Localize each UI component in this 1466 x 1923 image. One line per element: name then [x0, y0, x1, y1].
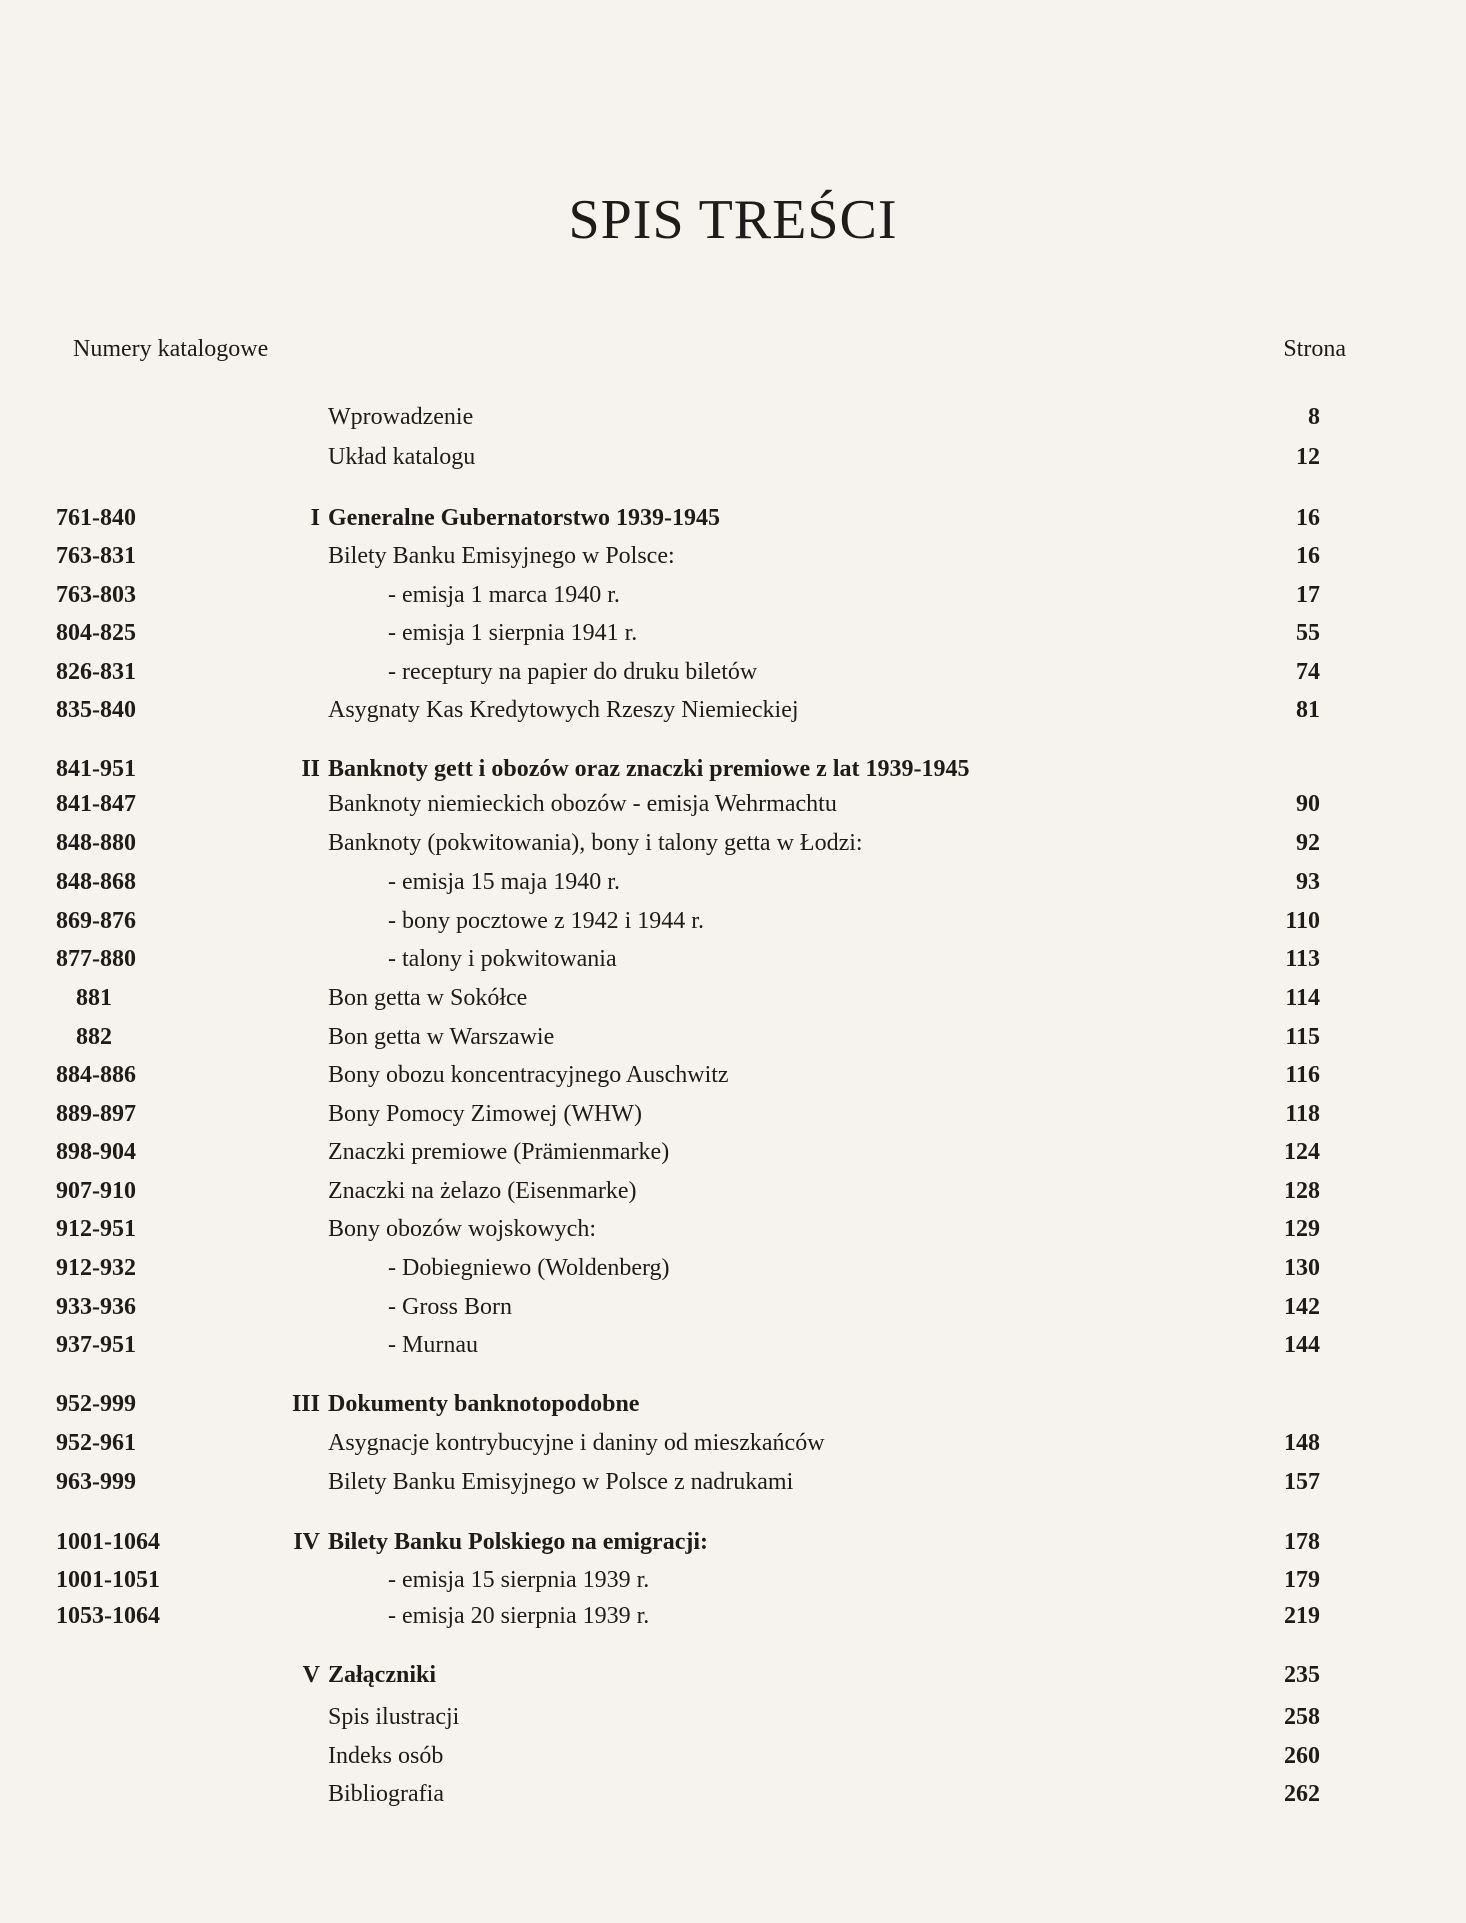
page-number: 235: [1284, 1662, 1320, 1688]
entry-title: - emisja 1 sierpnia 1941 r.: [388, 620, 638, 646]
entry-title: - Gross Born: [388, 1294, 512, 1320]
page-number: 178: [1284, 1529, 1320, 1555]
catalog-number: 761-840: [56, 505, 136, 531]
entry-title: - bony pocztowe z 1942 i 1944 r.: [388, 908, 704, 934]
catalog-number: 804-825: [56, 620, 136, 646]
page-number: 16: [1296, 505, 1320, 531]
entry-title: - talony i pokwitowania: [388, 946, 617, 972]
toc-entry: [0, 1739, 1466, 1773]
entry-title: Bon getta w Sokółce: [328, 985, 528, 1011]
page-number: 262: [1284, 1781, 1320, 1807]
entry-title: Wprowadzenie: [328, 404, 474, 430]
section-numeral: II: [301, 756, 320, 782]
entry-title: Dokumenty banknotopodobne: [328, 1391, 640, 1417]
toc-entry: [0, 539, 1466, 573]
page-number: 12: [1296, 444, 1320, 470]
toc-entry: [0, 1700, 1466, 1734]
toc-entry: [0, 1135, 1466, 1169]
toc-entry: [0, 1599, 1466, 1633]
entry-title: Bibliografia: [328, 1781, 444, 1807]
catalog-number: 912-951: [56, 1216, 136, 1242]
catalog-number: 933-936: [56, 1294, 136, 1320]
entry-title: Znaczki premiowe (Prämienmarke): [328, 1139, 670, 1165]
toc-entry: [0, 1290, 1466, 1324]
entry-title: Spis ilustracji: [328, 1704, 460, 1730]
page-number: 258: [1284, 1704, 1320, 1730]
page-number: 90: [1296, 791, 1320, 817]
entry-title: Bony obozów wojskowych:: [328, 1216, 596, 1242]
catalog-number: 907-910: [56, 1178, 136, 1204]
catalog-number: 1053-1064: [56, 1603, 160, 1629]
catalog-number: 1001-1051: [56, 1567, 160, 1593]
entry-title: Bon getta w Warszawie: [328, 1024, 555, 1050]
toc-entry: [0, 1174, 1466, 1208]
page-number: 148: [1284, 1430, 1320, 1456]
page-number: 144: [1284, 1332, 1320, 1358]
entry-title: Asygnacje kontrybucyjne i daniny od mieszkańców: [328, 1430, 825, 1456]
page-title: SPIS TREŚCI: [568, 188, 898, 251]
page-number: 129: [1284, 1216, 1320, 1242]
toc-entry: [0, 501, 1466, 535]
toc-entry: [0, 1465, 1466, 1499]
toc-entry: [0, 1658, 1466, 1692]
page-number: 260: [1284, 1743, 1320, 1769]
catalog-number: 763-831: [56, 543, 136, 569]
toc-entry: [0, 655, 1466, 689]
page-number: 92: [1296, 830, 1320, 856]
page-number: 114: [1285, 985, 1320, 1011]
page-number: 157: [1284, 1469, 1320, 1495]
page-number: 116: [1285, 1062, 1320, 1088]
entry-title: Generalne Gubernatorstwo 1939-1945: [328, 505, 720, 531]
catalog-number: 848-880: [56, 830, 136, 856]
section-numeral: V: [302, 1662, 320, 1688]
catalog-numbers-header: Numery katalogowe: [73, 336, 269, 362]
page-number: 118: [1285, 1101, 1320, 1127]
page-number: 142: [1284, 1294, 1320, 1320]
toc-entry: [0, 1563, 1466, 1597]
entry-title: Banknoty niemieckich obozów - emisja Wehrmachtu: [328, 791, 837, 817]
section-numeral: III: [291, 1391, 320, 1417]
toc-entry: [0, 1058, 1466, 1092]
page-number: 115: [1285, 1024, 1320, 1050]
toc-entry: [0, 752, 1466, 786]
catalog-number: 1001-1064: [56, 1529, 160, 1555]
toc-entry: [0, 1387, 1466, 1421]
entry-title: Bilety Banku Emisyjnego w Polsce:: [328, 543, 675, 569]
entry-title: Układ katalogu: [328, 444, 476, 470]
toc-entry: [0, 1097, 1466, 1131]
page-number: 81: [1296, 697, 1320, 723]
toc-entry: [0, 440, 1466, 474]
entry-title: Bilety Banku Emisyjnego w Polsce z nadrukami: [328, 1469, 794, 1495]
entry-title: - receptury na papier do druku biletów: [388, 659, 758, 685]
toc-entry: [0, 981, 1466, 1015]
page-number: 17: [1296, 582, 1320, 608]
catalog-number: 841-951: [56, 756, 136, 782]
entry-title: - emisja 20 sierpnia 1939 r.: [388, 1603, 650, 1629]
entry-title: Asygnaty Kas Kredytowych Rzeszy Niemieckiej: [328, 697, 799, 723]
page-number: 113: [1285, 946, 1320, 972]
toc-entry: [0, 1426, 1466, 1460]
entry-title: - emisja 1 marca 1940 r.: [388, 582, 620, 608]
page-number: 74: [1296, 659, 1320, 685]
toc-entry: [0, 1777, 1466, 1811]
catalog-number: 763-803: [56, 582, 136, 608]
page-number: 130: [1284, 1255, 1320, 1281]
catalog-number: 841-847: [56, 791, 136, 817]
catalog-number: 877-880: [56, 946, 136, 972]
page-number: 124: [1284, 1139, 1320, 1165]
catalog-number: 952-999: [56, 1391, 136, 1417]
entry-title: Bilety Banku Polskiego na emigracji:: [328, 1529, 708, 1555]
toc-entry: [0, 826, 1466, 860]
entry-title: - Murnau: [388, 1332, 478, 1358]
toc-entry: [0, 904, 1466, 938]
toc-entry: [0, 865, 1466, 899]
entry-title: - emisja 15 maja 1940 r.: [388, 869, 620, 895]
entry-title: - emisja 15 sierpnia 1939 r.: [388, 1567, 650, 1593]
catalog-number: 937-951: [56, 1332, 136, 1358]
catalog-number: 952-961: [56, 1430, 136, 1456]
catalog-number: 881: [76, 985, 112, 1011]
toc-entry: [0, 1020, 1466, 1054]
page-number: 55: [1296, 620, 1320, 646]
entry-title: - Dobiegniewo (Woldenberg): [388, 1255, 670, 1281]
catalog-number: 882: [76, 1024, 112, 1050]
catalog-number: 884-886: [56, 1062, 136, 1088]
entry-title: Znaczki na żelazo (Eisenmarke): [328, 1178, 637, 1204]
page-number: 16: [1296, 543, 1320, 569]
catalog-number: 912-932: [56, 1255, 136, 1281]
toc-entry: [0, 787, 1466, 821]
page-number: 8: [1308, 404, 1320, 430]
toc-entry: [0, 1525, 1466, 1559]
page-number-header: Strona: [1283, 336, 1346, 362]
toc-entry: [0, 578, 1466, 612]
page-number: 128: [1284, 1178, 1320, 1204]
entry-title: Bony obozu koncentracyjnego Auschwitz: [328, 1062, 729, 1088]
section-numeral: IV: [293, 1529, 320, 1555]
toc-entry: [0, 693, 1466, 727]
toc-entry: [0, 400, 1466, 434]
section-numeral: I: [310, 505, 320, 531]
catalog-number: 963-999: [56, 1469, 136, 1495]
entry-title: Indeks osób: [328, 1743, 444, 1769]
page-number: 93: [1296, 869, 1320, 895]
catalog-number: 869-876: [56, 908, 136, 934]
catalog-number: 835-840: [56, 697, 136, 723]
page-number: 110: [1285, 908, 1320, 934]
entry-title: Banknoty gett i obozów oraz znaczki premiowe z lat 1939-1945: [328, 756, 970, 782]
toc-entry: [0, 1212, 1466, 1246]
catalog-number: 898-904: [56, 1139, 136, 1165]
entry-title: Załączniki: [328, 1662, 437, 1688]
page-number: 179: [1284, 1567, 1320, 1593]
entry-title: Banknoty (pokwitowania), bony i talony getta w Łodzi:: [328, 830, 863, 856]
catalog-number: 826-831: [56, 659, 136, 685]
page-number: 219: [1284, 1603, 1320, 1629]
catalog-number: 889-897: [56, 1101, 136, 1127]
entry-title: Bony Pomocy Zimowej (WHW): [328, 1101, 642, 1127]
toc-entry: [0, 1251, 1466, 1285]
toc-entry: [0, 942, 1466, 976]
catalog-number: 848-868: [56, 869, 136, 895]
toc-entry: [0, 616, 1466, 650]
toc-entry: [0, 1328, 1466, 1362]
